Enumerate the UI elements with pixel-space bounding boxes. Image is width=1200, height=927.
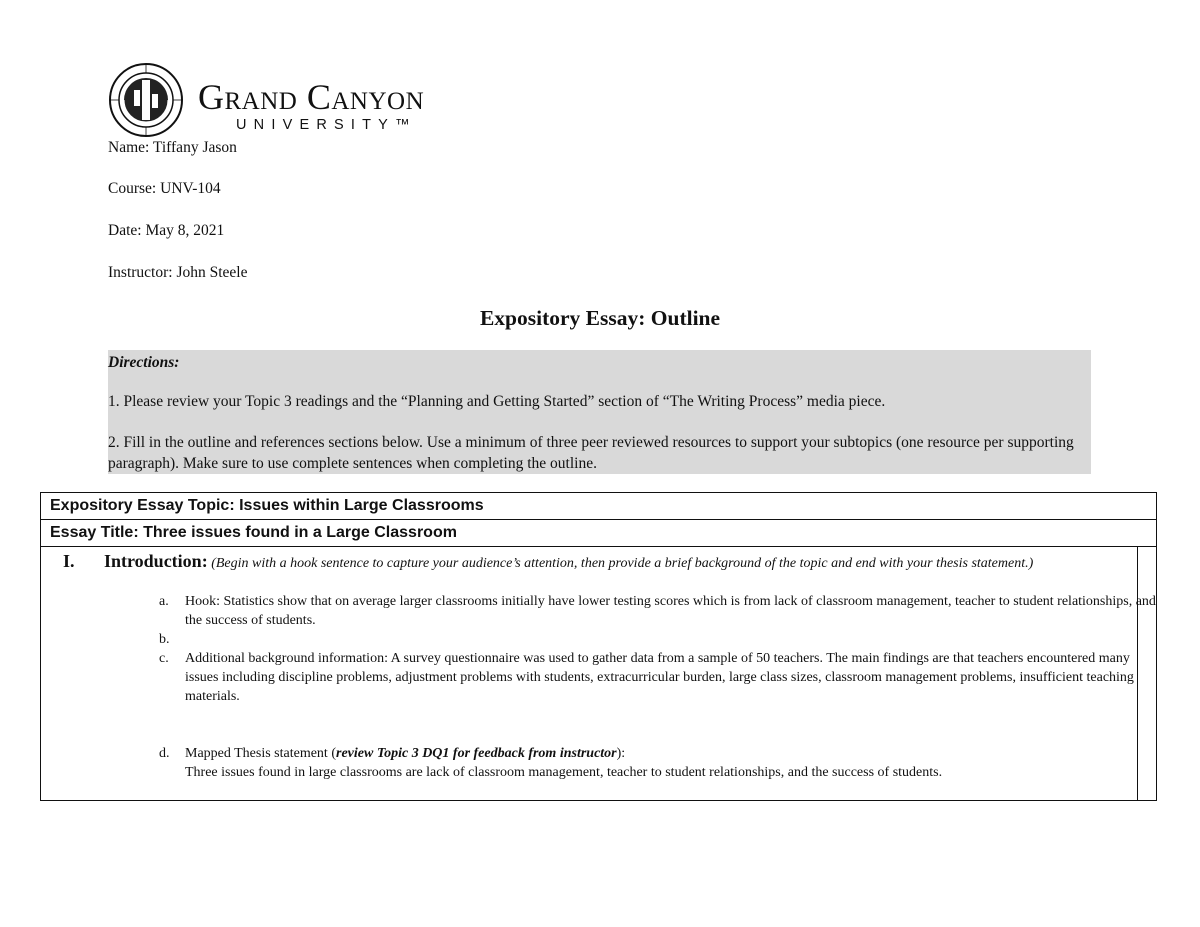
introduction-instructions: (Begin with a hook sentence to capture your audience’s attention, then provide a brief background of the topic and end with your thesis statement.) [211, 556, 1034, 571]
item-letter: b. [159, 632, 170, 647]
student-name: Name: Tiffany Jason [108, 139, 237, 156]
essay-topic-row [41, 493, 1156, 520]
directions-step-1: 1. Please review your Topic 3 readings and the “Planning and Getting Started” section of “The Writing Process” media piece. [108, 393, 886, 410]
directions-box [108, 350, 1091, 474]
instructor: Instructor: John Steele [108, 264, 248, 281]
section-number: I. [63, 551, 75, 571]
logo-wordmark: Grand Canyon [198, 77, 425, 117]
university-logo [108, 62, 488, 138]
introduction-heading [104, 551, 1114, 574]
item-letter: d. [159, 746, 170, 761]
thesis-suffix: ): [616, 746, 626, 761]
item-text: Hook: Statistics show that on average larger classrooms initially have lower testing scores which is from lack of classroom management, teacher to student relationships, and the success of students. [185, 594, 1156, 628]
directions-heading: Directions: [108, 354, 180, 371]
date: Date: May 8, 2021 [108, 222, 225, 239]
directions-step-2: 2. Fill in the outline and references sections below. Use a minimum of three peer reviewed resources to support your subtopics (one resource per supporting paragraph). Make sure to use complete sentences when completing the outline. [108, 434, 1074, 472]
essay-title: Essay Title: Three issues found in a Large Classroom [50, 524, 457, 541]
university-seal-icon [108, 62, 184, 138]
thesis-prefix: Mapped Thesis statement ( [185, 746, 336, 761]
item-letter: a. [159, 594, 169, 609]
essay-title-row [41, 520, 1156, 547]
course: Course: UNV-104 [108, 180, 221, 197]
essay-topic: Expository Essay Topic: Issues within Large Classrooms [50, 497, 484, 514]
document-title: Expository Essay: Outline [479, 306, 721, 330]
item-text [185, 744, 1160, 782]
introduction-label: Introduction: [104, 551, 208, 571]
item-letter: c. [159, 651, 169, 666]
logo-subtext: UNIVERSITY™ [236, 117, 417, 133]
thesis-statement: Three issues found in large classrooms are lack of classroom management, teacher to student relationships, and the success of students. [185, 765, 943, 780]
thesis-feedback-note: review Topic 3 DQ1 for feedback from instructor [336, 746, 617, 761]
item-text: Additional background information: A survey questionnaire was used to gather data from a sample of 50 teachers. The main findings are that teachers encountered many issues including discipline problems, adjustment problems with students, extracurricular burden, large class sizes, classroom management problems, insufficient teaching materials. [185, 651, 1134, 704]
outline-table [40, 492, 1157, 801]
